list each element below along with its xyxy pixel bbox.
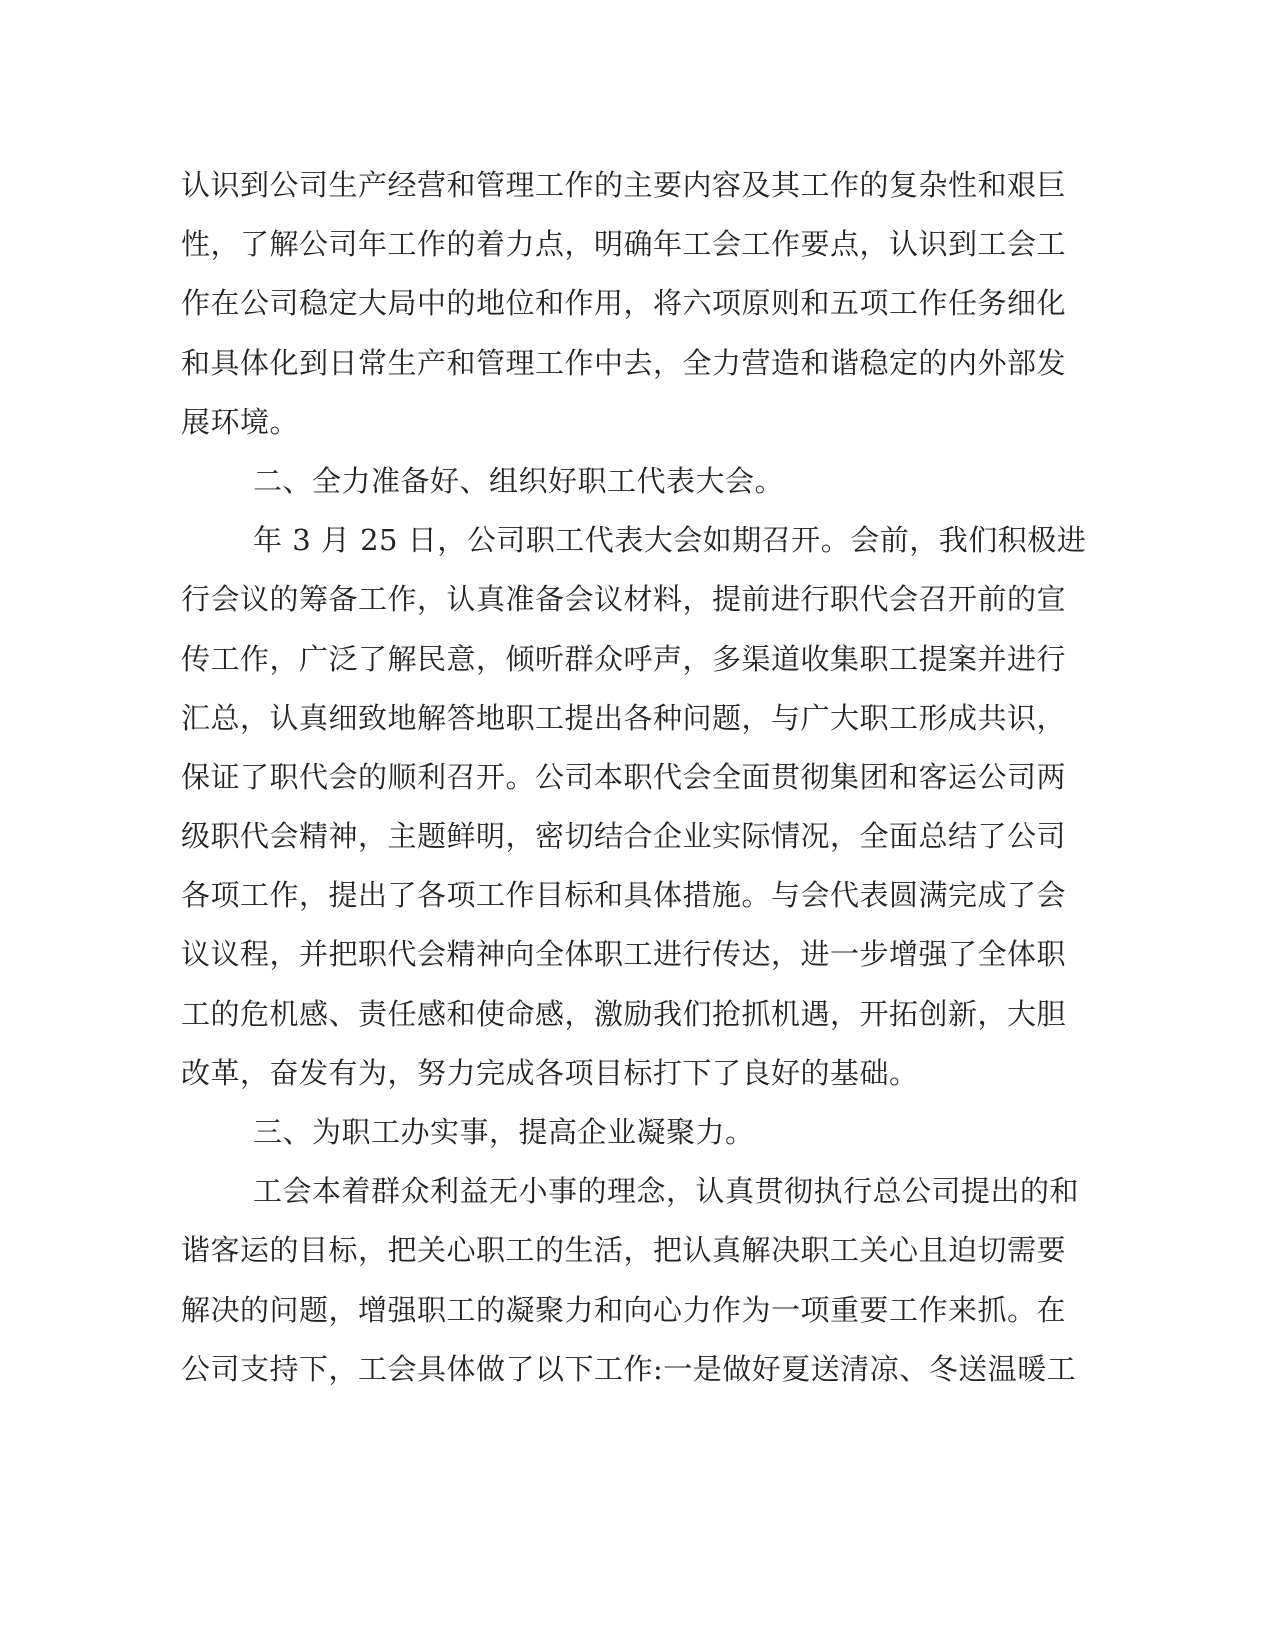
text-line: 议议程，并把职代会精神向全体职工进行传达，进一步增强了全体职	[181, 937, 1067, 972]
text-line: 工的危机感、责任感和使命感，激励我们抢抓机遇，开拓创新，大胆	[181, 996, 1067, 1031]
text-line: 汇总，认真细致地解答地职工提出各种问题，与广大职工形成共识，	[181, 700, 1067, 735]
text-line: 性，了解公司年工作的着力点，明确年工会工作要点，认识到工会工	[181, 227, 1067, 262]
text-line: 保证了职代会的顺利召开。公司本职代会全面贯彻集团和客运公司两	[181, 759, 1067, 794]
text-line: 认识到公司生产经营和管理工作的主要内容及其工作的复杂性和艰巨	[181, 168, 1067, 202]
text-line: 改革，奋发有为，努力完成各项目标打下了良好的基础。	[181, 1055, 919, 1090]
paragraph	[181, 452, 1041, 511]
text-line: 公司支持下，工会具体做了以下工作:一是做好夏送清凉、冬送温暖工	[181, 1351, 1077, 1386]
text-line: 行会议的筹备工作，认真准备会议材料，提前进行职代会召开前的宣	[181, 582, 1067, 617]
text-line: 级职代会精神，主题鲜明，密切结合企业实际情况，全面总结了公司	[181, 819, 1067, 854]
paragraph	[181, 511, 1087, 1103]
text-line: 谐客运的目标，把关心职工的生活，把认真解决职工关心且迫切需要	[181, 1233, 1067, 1268]
text-line: 解决的问题，增强职工的凝聚力和向心力作为一项重要工作来抓。在	[181, 1292, 1067, 1327]
paragraph	[181, 1162, 1080, 1399]
text-line: 和具体化到日常生产和管理工作中去，全力营造和谐稳定的内外部发	[181, 345, 1067, 380]
text-line: 年 3 月 25 日，公司职工代表大会如期召开。会前，我们积极进	[253, 523, 1087, 558]
text-line: 展环境。	[181, 404, 300, 439]
paragraph	[181, 1103, 1041, 1162]
document-body	[181, 156, 1087, 1399]
text-line: 作在公司稳定大局中的地位和作用，将六项原则和五项工作任务细化	[181, 286, 1067, 321]
text-line: 三、为职工办实事，提高企业凝聚力。	[253, 1115, 755, 1149]
text-line: 工会本着群众利益无小事的理念，认真贯彻执行总公司提出的和	[253, 1174, 1080, 1209]
text-line: 传工作，广泛了解民意，倾听群众呼声，多渠道收集职工提案并进行	[181, 641, 1067, 676]
paragraph	[181, 156, 1067, 452]
text-line: 各项工作，提出了各项工作目标和具体措施。与会代表圆满完成了会	[181, 878, 1067, 913]
text-line: 二、全力准备好、组织好职工代表大会。	[253, 463, 785, 498]
